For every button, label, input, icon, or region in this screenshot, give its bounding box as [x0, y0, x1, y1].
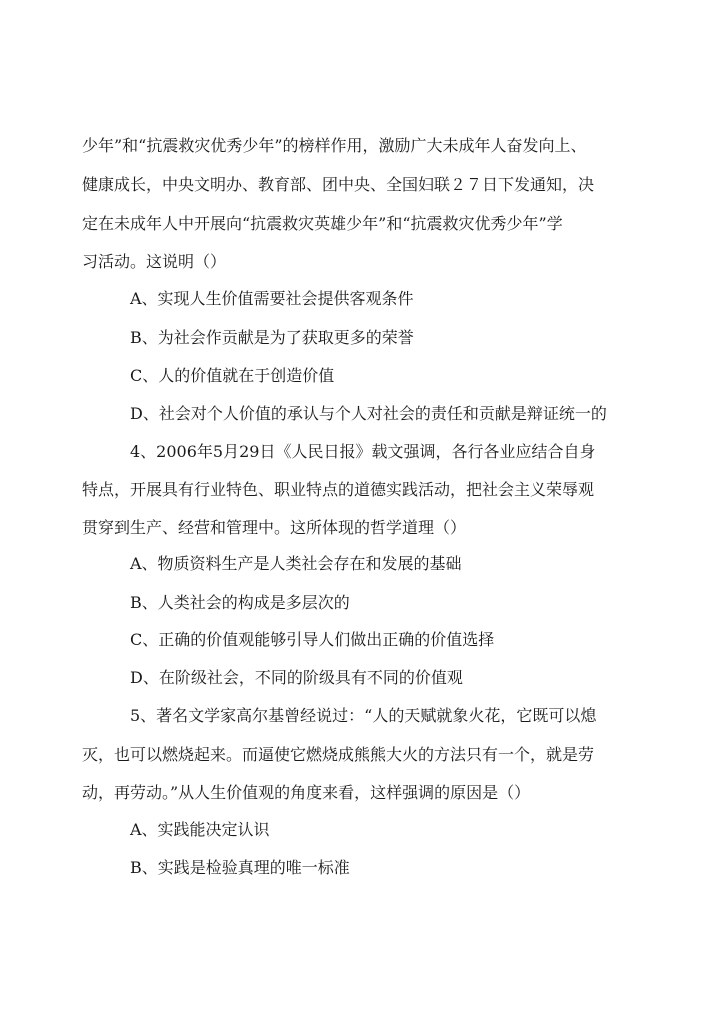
text-line: 动，再劳动。”从人生价值观的角度来看，这样强调的原因是（）: [82, 783, 531, 802]
text-line: 健康成长，中央文明办、教育部、团中央、全国妇联２７日下发通知，决: [82, 175, 595, 194]
option-c: C、正确的价值观能够引导人们做出正确的价值选择: [130, 630, 495, 649]
text-line: 贯穿到生产、经营和管理中。这所体现的哲学道理（）: [82, 518, 467, 537]
option-c: C、人的价值就在于创造价值: [130, 366, 335, 385]
option-a: A、实现人生价值需要社会提供客观条件: [130, 289, 414, 308]
question-5: 5、著名文学家高尔基曾经说过：“人的天赋就象火花，它既可以熄: [130, 706, 597, 725]
option-d: D、社会对个人价值的承认与个人对社会的责任和贡献是辩证统一的: [130, 404, 607, 423]
text-line: 少年”和“抗震救灾优秀少年”的榜样作用，激励广大未成年人奋发向上、: [82, 136, 587, 155]
question-4: 4、2006年5月29日《人民日报》载文强调，各行各业应结合自身: [130, 442, 596, 461]
option-b: B、为社会作贡献是为了获取更多的荣誉: [130, 328, 414, 347]
option-a: A、实践能决定认识: [130, 820, 270, 839]
option-b: B、实践是检验真理的唯一标准: [130, 858, 350, 877]
option-d: D、在阶级社会，不同的阶级具有不同的价值观: [130, 668, 463, 687]
text-line: 习活动。这说明（）: [82, 252, 227, 271]
option-a: A、物质资料生产是人类社会存在和发展的基础: [130, 554, 462, 573]
text-line: 灭，也可以燃烧起来。而逼使它燃烧成熊熊大火的方法只有一个，就是劳: [82, 745, 595, 764]
text-line: 定在未成年人中开展向“抗震救灾英雄少年”和“抗震救灾优秀少年”学: [82, 214, 563, 233]
text-line: 特点，开展具有行业特色、职业特点的道德实践活动，把社会主义荣辱观: [82, 480, 595, 499]
option-b: B、人类社会的构成是多层次的: [130, 593, 350, 612]
